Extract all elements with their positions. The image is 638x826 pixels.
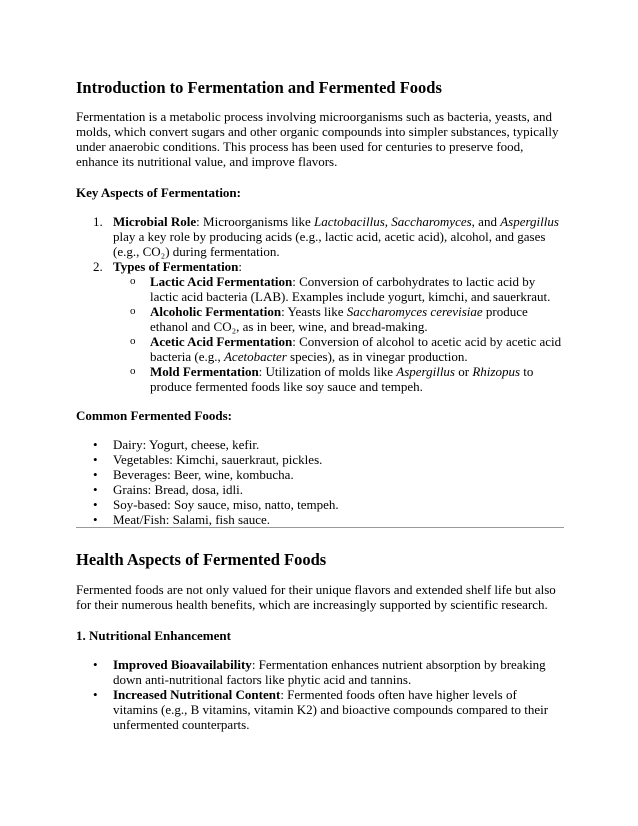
list-item bbox=[76, 437, 564, 452]
item-text: : Fermented foods often have higher levels of vitamins (e.g., B vitamins, vitamin K2) and bioactive compounds compared to their unfermented counterparts. bbox=[113, 687, 549, 732]
bullet-icon: • bbox=[93, 512, 98, 527]
item-text: Grains: Bread, dosa, idli. bbox=[113, 482, 243, 497]
item-italic: Rhizopus bbox=[472, 364, 521, 379]
item-text: Vegetables: Kimchi, sauerkraut, pickles. bbox=[113, 452, 323, 467]
item-text: : Conversion of alcohol to acetic acid by acetic acid bacteria (e.g., bbox=[150, 334, 562, 364]
bullet-icon: • bbox=[93, 467, 98, 482]
item-italic: Lactobacillus bbox=[314, 214, 385, 229]
intro-paragraph: Fermentation is a metabolic process involving microorganisms such as bacteria, yeasts, and molds, which convert sugars and other organic compounds into simpler substances, typically under anaerobic conditions. This process has been used for centuries to preserve food, enhance its nutritional value, and improve flavors. bbox=[76, 109, 559, 169]
circle-bullet-icon: o bbox=[130, 335, 136, 347]
item-label: Types of Fermentation bbox=[113, 259, 239, 274]
item-italic: Saccharomyces bbox=[391, 214, 472, 229]
key-aspects-heading: Key Aspects of Fermentation: bbox=[76, 185, 241, 200]
common-foods-list bbox=[76, 437, 564, 527]
section-title-intro: Introduction to Fermentation and Fermented Foods bbox=[76, 78, 442, 97]
item-text: , and bbox=[471, 214, 501, 229]
item-text: Dairy: Yogurt, cheese, kefir. bbox=[113, 437, 260, 452]
item-label: Mold Fermentation bbox=[150, 364, 259, 379]
list-item bbox=[76, 482, 564, 497]
item-label: Microbial Role bbox=[113, 214, 197, 229]
item-text: : Fermentation enhances nutrient absorption by breaking down anti-nutritional factors like phytic acid and tannins. bbox=[113, 657, 546, 687]
item-text: play a key role by producing acids (e.g., lactic acid, acetic acid), alcohol, and gases (e.g., CO₂) during fermentation. bbox=[113, 229, 546, 259]
list-item-lactic bbox=[113, 274, 564, 304]
list-item bbox=[76, 512, 564, 527]
list-number: 2. bbox=[93, 259, 103, 274]
fermentation-types-list bbox=[113, 274, 564, 394]
list-item-bioavailability bbox=[76, 657, 564, 687]
list-item-nutritional-content bbox=[76, 687, 564, 732]
item-text: : Yeasts like bbox=[281, 304, 347, 319]
item-label: Improved Bioavailability bbox=[113, 657, 252, 672]
item-label: Acetic Acid Fermentation bbox=[150, 334, 293, 349]
nutrition-heading: 1. Nutritional Enhancement bbox=[76, 628, 231, 643]
list-item bbox=[76, 452, 564, 467]
item-text: or bbox=[455, 364, 473, 379]
item-text: , bbox=[384, 214, 392, 229]
bullet-icon: • bbox=[93, 497, 98, 512]
item-text: Beverages: Beer, wine, kombucha. bbox=[113, 467, 294, 482]
item-text: produce ethanol and CO₂, as in beer, wine, and bread-making. bbox=[150, 304, 528, 334]
bullet-icon: • bbox=[93, 452, 98, 467]
health-paragraph: Fermented foods are not only valued for their unique flavors and extended shelf life but also for their numerous health benefits, which are increasingly supported by scientific research. bbox=[76, 582, 556, 612]
list-item-types-of-fermentation bbox=[76, 259, 564, 394]
item-label: Alcoholic Fermentation bbox=[150, 304, 282, 319]
common-foods-heading: Common Fermented Foods: bbox=[76, 408, 232, 423]
item-text: : Conversion of carbohydrates to lactic acid by lactic acid bacteria (LAB). Examples include yogurt, kimchi, and sauerkraut. bbox=[150, 274, 551, 304]
item-text: : bbox=[238, 259, 243, 274]
circle-bullet-icon: o bbox=[130, 305, 136, 317]
bullet-icon: • bbox=[93, 482, 98, 497]
bullet-icon: • bbox=[93, 687, 98, 702]
list-item-alcoholic bbox=[113, 304, 564, 334]
bullet-icon: • bbox=[93, 437, 98, 452]
item-text: Meat/Fish: Salami, fish sauce. bbox=[113, 512, 271, 527]
item-text: : Utilization of molds like bbox=[258, 364, 397, 379]
item-text: Soy-based: Soy sauce, miso, natto, tempeh. bbox=[113, 497, 339, 512]
item-text: species), as in vinegar production. bbox=[286, 349, 468, 364]
circle-bullet-icon: o bbox=[130, 275, 136, 287]
list-item bbox=[76, 467, 564, 482]
item-italic: Aspergillus bbox=[500, 214, 559, 229]
nutrition-list bbox=[76, 657, 564, 732]
item-label: Increased Nutritional Content bbox=[113, 687, 281, 702]
item-label: Lactic Acid Fermentation bbox=[150, 274, 293, 289]
list-item-acetic bbox=[113, 334, 564, 364]
list-item bbox=[76, 497, 564, 512]
bullet-icon: • bbox=[93, 657, 98, 672]
list-item-mold bbox=[113, 364, 564, 394]
item-italic: Aspergillus bbox=[396, 364, 455, 379]
item-text: : Microorganisms like bbox=[196, 214, 315, 229]
section-divider bbox=[76, 527, 564, 528]
item-italic: Acetobacter bbox=[223, 349, 287, 364]
key-aspects-list bbox=[76, 214, 564, 394]
list-item-microbial-role bbox=[76, 214, 564, 259]
item-italic: Saccharomyces cerevisiae bbox=[346, 304, 483, 319]
circle-bullet-icon: o bbox=[130, 365, 136, 377]
section-title-health: Health Aspects of Fermented Foods bbox=[76, 550, 327, 569]
list-number: 1. bbox=[93, 214, 103, 229]
item-text: to produce fermented foods like soy sauce and tempeh. bbox=[150, 364, 534, 394]
